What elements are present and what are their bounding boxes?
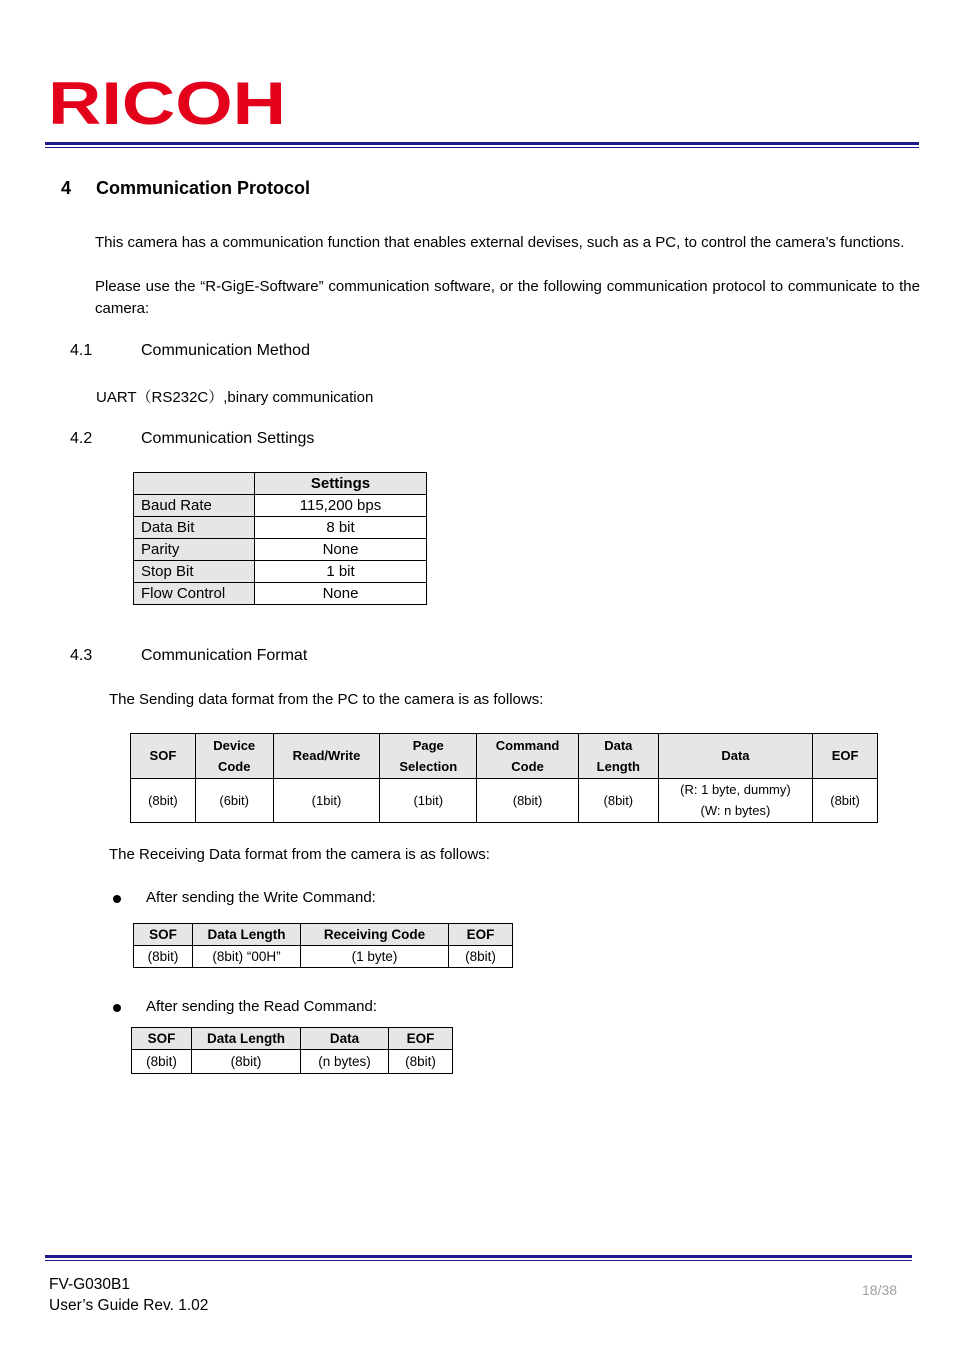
setting-value: None (255, 583, 427, 605)
ricoh-logo (48, 76, 288, 128)
read-response-table (131, 1027, 453, 1074)
table-row (132, 1050, 453, 1074)
header-line-2: Code (217, 758, 251, 774)
value-line-1: (8bit) (512, 792, 543, 808)
section-heading (61, 178, 310, 199)
header-line-2: Length (596, 758, 640, 774)
value-line-1: (6bit) (219, 792, 249, 808)
write-response-table (133, 923, 513, 968)
value-line-1: (8bit) (148, 792, 178, 808)
footer-model: FV-G030B1 (49, 1276, 130, 1293)
header-line-1: EOF (831, 748, 859, 764)
bullet-text: After sending the Write Command: (146, 889, 376, 906)
subsection-number: 4.3 (70, 647, 93, 664)
write-header-row (134, 924, 513, 946)
header-cell (658, 734, 812, 779)
settings-table (133, 472, 427, 605)
table-row (134, 561, 427, 583)
header-line-1: Read/Write (292, 748, 361, 764)
intro-paragraph-2: Please use the “R-GigE-Software” communication software, or the following communication protocol to communicate to the camera: (95, 278, 920, 317)
page-number: 18/38 (862, 1282, 898, 1298)
header-cell: EOF (389, 1028, 453, 1050)
value-line-1: (8bit) (830, 792, 860, 808)
header-line-2: Code (511, 758, 544, 774)
setting-label: Flow Control (134, 583, 255, 605)
sending-format-intro: The Sending data format from the PC to the camera is as follows: (109, 691, 544, 708)
intro-paragraph-1: This camera has a communication function that enables external devises, such as a PC, to control the camera’s functions. (95, 234, 905, 251)
value-cell (477, 778, 579, 823)
header-cell: Receiving Code (301, 924, 449, 946)
header-line-1: SOF (149, 748, 177, 764)
subsection-4-2-heading (70, 430, 470, 450)
value-cell (380, 778, 477, 823)
header-line-1: Command (495, 737, 560, 753)
header-cell (578, 734, 658, 779)
header-cell: Data Length (192, 1028, 301, 1050)
header-cell (813, 734, 878, 779)
subsection-title: Communication Method (141, 342, 310, 359)
setting-value: 115,200 bps (255, 495, 427, 517)
value-cell (578, 778, 658, 823)
section-title: Communication Protocol (96, 178, 311, 198)
value-cell: (1 byte) (301, 946, 449, 968)
footer-rule (45, 1255, 912, 1262)
bullet-icon (113, 895, 121, 903)
header-cell: SOF (134, 924, 193, 946)
setting-label: Stop Bit (134, 561, 255, 583)
value-cell: (8bit) “00H” (193, 946, 301, 968)
write-command-bullet (113, 889, 513, 909)
header-cell: EOF (449, 924, 513, 946)
value-cell: (8bit) (449, 946, 513, 968)
subsection-4-1-heading (70, 342, 470, 362)
header-cell: SOF (132, 1028, 192, 1050)
receiving-format-intro: The Receiving Data format from the camera is as follows: (109, 846, 490, 863)
setting-label: Parity (134, 539, 255, 561)
header-cell (380, 734, 477, 779)
settings-header-row (134, 473, 427, 495)
table-row (134, 517, 427, 539)
header-cell: Data (301, 1028, 389, 1050)
header-line-1: Page (412, 737, 444, 753)
footer-doc-info (49, 1274, 208, 1316)
subsection-4-3-heading (70, 647, 470, 667)
table-row (131, 778, 878, 823)
header-cell (477, 734, 579, 779)
footer-guide: User’s Guide Rev. 1.02 (49, 1297, 209, 1314)
setting-value: None (255, 539, 427, 561)
section-number: 4 (61, 178, 72, 198)
setting-label: Baud Rate (134, 495, 255, 517)
setting-value: 1 bit (255, 561, 427, 583)
subsection-number: 4.2 (70, 430, 93, 447)
header-cell: Data Length (193, 924, 301, 946)
table-row (134, 946, 513, 968)
bullet-text: After sending the Read Command: (146, 998, 377, 1015)
value-line-2: (W: n bytes) (700, 803, 771, 819)
subsection-number: 4.1 (70, 342, 93, 359)
sending-header-row (131, 734, 878, 779)
setting-label: Data Bit (134, 517, 255, 539)
header-line-2: Selection (399, 758, 458, 774)
header-line-1: Data (721, 748, 750, 764)
table-row (134, 539, 427, 561)
value-cell: (8bit) (389, 1050, 453, 1074)
header-line-1: Device (213, 737, 256, 753)
settings-header-blank (134, 473, 255, 495)
header-rule (45, 142, 919, 149)
value-line-1: (1bit) (413, 792, 444, 808)
value-line-1: (R: 1 byte, dummy) (680, 782, 791, 798)
value-cell: (8bit) (134, 946, 193, 968)
read-header-row (132, 1028, 453, 1050)
value-cell (658, 778, 812, 823)
value-cell (195, 778, 273, 823)
value-line-1: (1bit) (311, 792, 342, 808)
value-cell: (n bytes) (301, 1050, 389, 1074)
value-cell: (8bit) (132, 1050, 192, 1074)
header-cell (195, 734, 273, 779)
header-cell (273, 734, 380, 779)
logo-text: RICOH (48, 76, 286, 128)
subsection-title: Communication Format (141, 647, 308, 664)
communication-method-text: UART（RS232C）,binary communication (96, 389, 374, 406)
read-command-bullet (113, 998, 513, 1018)
header-line-1: Data (604, 737, 633, 753)
value-cell: (8bit) (192, 1050, 301, 1074)
subsection-title: Communication Settings (141, 430, 315, 447)
header-cell (131, 734, 196, 779)
value-cell (131, 778, 196, 823)
table-row (134, 495, 427, 517)
sending-format-table (130, 733, 878, 823)
value-cell (813, 778, 878, 823)
settings-header: Settings (255, 473, 427, 495)
setting-value: 8 bit (255, 517, 427, 539)
value-cell (273, 778, 380, 823)
table-row (134, 583, 427, 605)
value-line-1: (8bit) (603, 792, 634, 808)
bullet-icon (113, 1004, 121, 1012)
